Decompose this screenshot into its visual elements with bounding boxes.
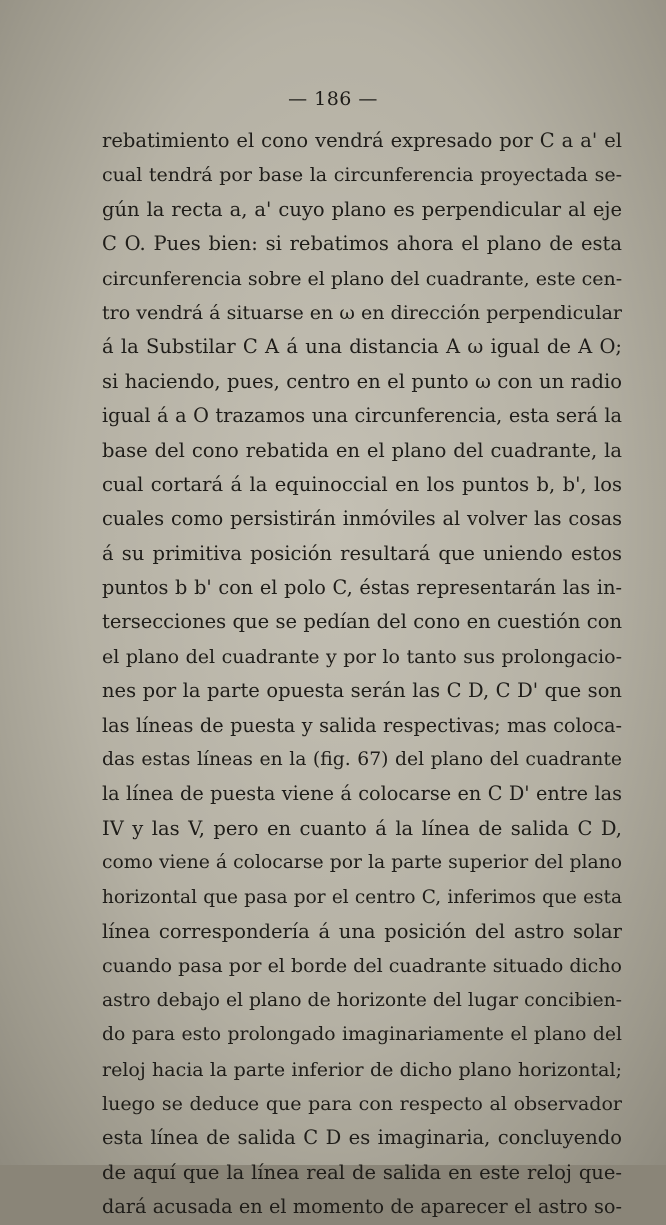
- page-number: — 186 —: [288, 88, 378, 110]
- text-line: esta línea de salida C D es imaginaria, concluyendo: [102, 1126, 622, 1150]
- text-line: línea correspondería á una posición del astro solar: [102, 919, 622, 943]
- text-line: C O. Pues bien: si rebatimos ahora el plano de esta: [102, 232, 622, 256]
- text-line: nes por la parte opuesta serán las C D, C D' que son: [102, 679, 622, 703]
- text-line: gún la recta a, a' cuyo plano es perpendicular al eje: [102, 197, 622, 221]
- text-line: das estas líneas en la (fig. 67) del plano del cuadrante: [102, 749, 622, 771]
- text-line: base del cono rebatida en el plano del cuadrante, la: [102, 438, 622, 462]
- text-line: circunferencia sobre el plano del cuadrante, este cen-: [102, 267, 623, 290]
- text-line: como viene á colocarse por la parte superior del plano: [102, 852, 622, 874]
- text-line: do para esto prolongado imaginariamente el plano del: [102, 1024, 622, 1046]
- text-line: rebatimiento el cono vendrá expresado por C a a' el: [102, 129, 622, 152]
- text-line: cual cortará á la equinoccial en los puntos b, b', los: [102, 472, 622, 496]
- text-line: si haciendo, pues, centro en el punto ω con un radio: [102, 369, 622, 393]
- text-line: reloj hacia la parte inferior de dicho plano horizontal;: [102, 1058, 622, 1081]
- text-line: cuando pasa por el borde del cuadrante situado dicho: [102, 955, 622, 978]
- text-line: tro vendrá á situarse en ω en dirección perpendicular: [102, 301, 622, 324]
- body-text: [102, 124, 622, 1225]
- text-line: de aquí que la línea real de salida en este reloj que-: [102, 1160, 622, 1184]
- text-line: á su primitiva posición resultará que uniendo estos: [102, 541, 622, 565]
- text-line: igual á a O trazamos una circunferencia, esta será la: [102, 404, 622, 428]
- text-line: dará acusada en el momento de aparecer el astro so-: [102, 1195, 622, 1219]
- text-line: el plano del cuadrante y por lo tanto sus prolongacio-: [102, 645, 622, 668]
- text-line: horizontal que pasa por el centro C, inferimos que esta: [102, 886, 622, 908]
- text-line: luego se deduce que para con respecto al observador: [102, 1092, 622, 1115]
- text-line: las líneas de puesta y salida respectivas; mas coloca-: [102, 713, 622, 737]
- text-line: tersecciones que se pedían del cono en cuestión con: [102, 610, 622, 634]
- text-line: cual tendrá por base la circunferencia proyectada se-: [102, 164, 622, 187]
- text-line: IV y las V, pero en cuanto á la línea de salida C D,: [102, 816, 622, 840]
- text-line: la línea de puesta viene á colocarse en C D' entre las: [102, 782, 622, 806]
- text-line: cuales como persistirán inmóviles al volver las cosas: [102, 507, 622, 531]
- text-line: á la Substilar C A á una distancia A ω igual de A O;: [102, 335, 622, 359]
- text-line: puntos b b' con el polo C, éstas representarán las in-: [102, 576, 622, 600]
- text-line: astro debajo el plano de horizonte del lugar concibien-: [102, 989, 622, 1011]
